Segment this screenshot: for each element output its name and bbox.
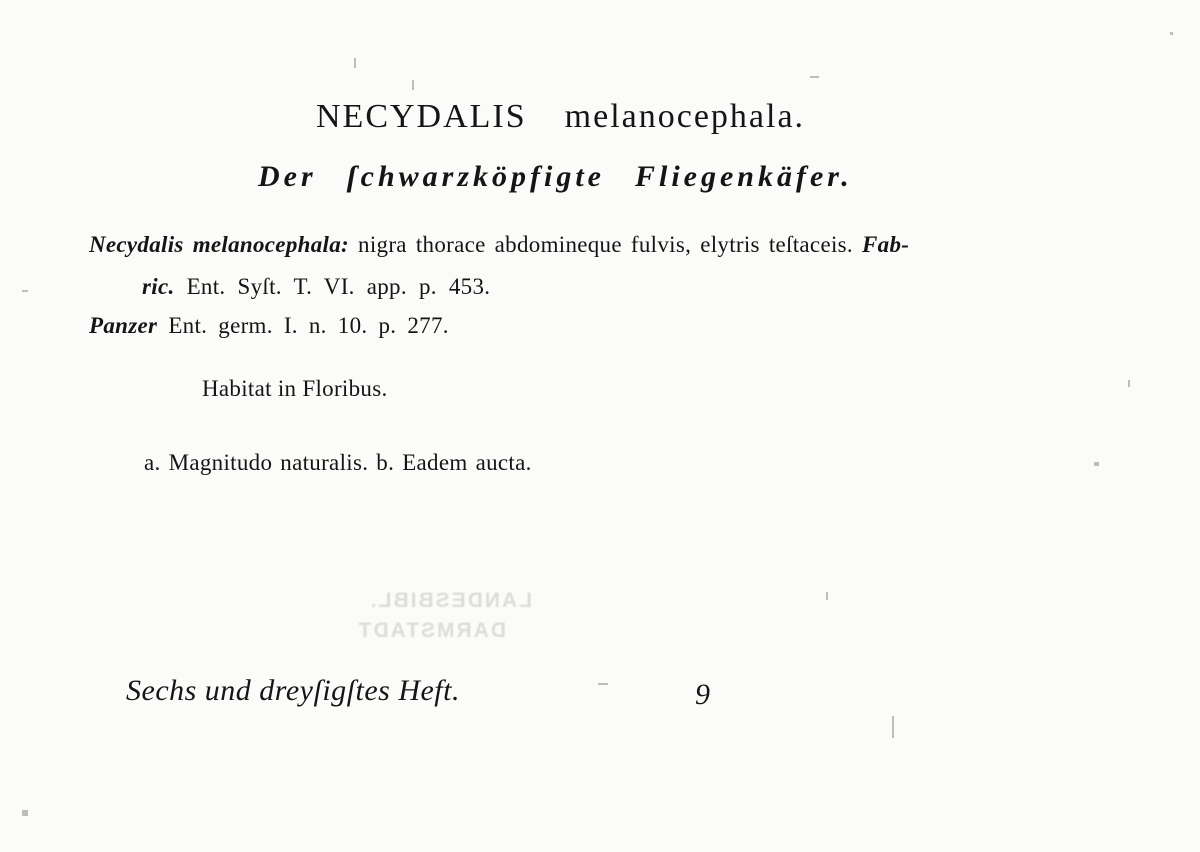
species-title xyxy=(316,98,805,136)
description-line-2 xyxy=(142,274,490,300)
paper-speck xyxy=(22,290,28,292)
paper-speck xyxy=(1094,462,1099,466)
description-line-1 xyxy=(89,232,909,258)
author-reference: Panzer xyxy=(89,313,158,338)
paper-speck xyxy=(892,716,894,738)
paper-speck xyxy=(1170,32,1173,35)
paper-speck xyxy=(412,80,414,90)
paper-speck xyxy=(22,810,28,816)
author-reference: Fab- xyxy=(862,232,910,257)
stamp-line: LANDESBIBL. xyxy=(368,589,532,612)
diagnosis-text: nigra thorace abdomineque fulvis, elytris teſtaceis. xyxy=(358,232,853,257)
german-common-name xyxy=(258,160,853,194)
subtitle-word: Der xyxy=(258,160,317,193)
paper-speck xyxy=(598,683,608,685)
paper-speck xyxy=(1128,380,1130,387)
paper-speck xyxy=(354,58,356,68)
subtitle-word: Fliegenkäfer. xyxy=(634,160,853,193)
description-line-3 xyxy=(89,313,449,339)
taxon-name: Necydalis melanocephala: xyxy=(89,232,349,257)
subtitle-word: ſchwarzköpfigte xyxy=(346,160,605,193)
species-name: melanocephala. xyxy=(564,98,806,135)
author-reference: ric. xyxy=(142,274,175,299)
citation-text: Ent. germ. I. n. 10. p. 277. xyxy=(168,313,449,338)
paper-speck xyxy=(810,76,819,78)
genus-name: NECYDALIS xyxy=(316,98,527,135)
issue-label: Sechs und dreyſigſtes Heft. xyxy=(126,674,460,707)
paper-speck xyxy=(826,592,828,600)
citation-text: Ent. Syſt. T. VI. app. p. 453. xyxy=(186,274,491,299)
page-number: 9 xyxy=(695,678,710,711)
habitat-text: Habitat in Floribus. xyxy=(202,376,388,401)
stamp-line: DARMSTADT xyxy=(356,619,506,642)
library-stamp-ghost xyxy=(292,586,532,648)
figure-caption: a. Magnitudo naturalis. b. Eadem aucta. xyxy=(144,450,532,475)
